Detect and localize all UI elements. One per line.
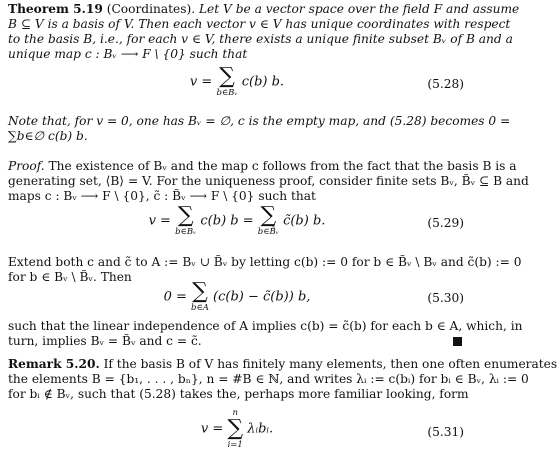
eq-5-31-lhs: v = [200,421,224,437]
eq-5-30-lhs: 0 = [163,289,187,305]
eq-5-29-rhs: c̃(b) b. [283,213,326,229]
eq-5-31-subscript: i=1 [227,440,243,450]
note-line-2: ∑b∈∅ c(b) b. [8,129,88,143]
remark-text-1: If the basis B of V has finitely many elements, then one often enumerates [103,357,557,371]
conclusion-line-2: turn, implies Bᵥ = B̃ᵥ and c = c̃. [8,334,202,348]
eq-5-31-rhs: λᵢbᵢ. [247,421,274,437]
eq-5-29-subscript-1: b∈Bᵥ [175,227,197,237]
summation-sign: ∑ b∈A [191,279,209,313]
eq-5-28-subscript: b∈Bᵥ [216,88,238,98]
theorem-text-4: unique map c : Bᵥ ⟶ F \ {0} such that [8,47,248,61]
proof-text-1: The existence of Bᵥ and the map c follows from the fact that the basis B is a [48,159,517,173]
extend-line-2: for b ∈ Bᵥ \ B̃ᵥ. Then [8,270,132,284]
summation-sign: ∑ b∈B̃ᵥ [257,203,279,237]
eq-5-29-middle: c(b) b = [200,213,254,229]
extend-line-1: Extend both c and c̃ to A := Bᵥ ∪ B̃ᵥ by letting c(b) := 0 for b ∈ B̃ᵥ \ Bᵥ and c̃(b) := 0 [8,255,522,269]
equation-number-5-31: (5.31) [427,425,464,439]
eq-5-30-rhs: (c(b) − c̃(b)) b, [213,289,311,305]
note-line-1: Note that, for v = 0, one has Bᵥ = ∅, c is the empty map, and (5.28) becomes 0 = [8,114,511,128]
equation-5-29 [0,205,474,237]
proof-line-1 [8,159,517,174]
equation-number-5-30: (5.30) [427,291,464,305]
theorem-text-2: B ⊆ V is a basis of V. Then each vector v ∈ V has unique coordinates with respect [8,17,511,31]
proof-label: Proof. [8,159,45,173]
conclusion-line-1: such that the linear independence of A implies c(b) = c̃(b) for each b ∈ A, which, in [8,319,523,333]
eq-5-29-subscript-2: b∈B̃ᵥ [257,227,279,237]
eq-5-30-subscript: b∈A [191,303,209,313]
proof-line-2: generating set, ⟨B⟩ = V. For the uniqueness proof, consider finite sets Bᵥ, B̃ᵥ ⊆ B and [8,174,529,188]
theorem-text-1: Let V be a vector space over the field F and assume [198,2,520,16]
qed-square-icon [453,337,462,346]
equation-number-5-28: (5.28) [427,77,464,91]
theorem-label: Theorem 5.19 [8,2,103,16]
summation-sign: ∑ b∈Bᵥ [216,64,238,98]
remark-line-2: the elements B = {b₁, . . . , bₙ}, n = #B ∈ ℕ, and writes λᵢ := c(bᵢ) for bᵢ ∈ Bᵥ, λᵢ := 0 [8,372,529,386]
eq-5-29-lhs: v = [148,213,171,229]
remark-line-1 [8,357,557,372]
theorem-title: (Coordinates). [106,2,196,16]
theorem-text-3: to the basis B, i.e., for each v ∈ V, there exists a unique finite subset Bᵥ of B and a [8,32,513,46]
summation-sign: n ∑ i=1 [227,408,244,450]
remark-label: Remark 5.20. [8,357,100,371]
summation-sign: ∑ b∈Bᵥ [175,203,197,237]
equation-5-30 [0,281,474,313]
remark-line-3: for bᵢ ∉ Bᵥ, such that (5.28) takes the, perhaps more familiar looking, form [8,387,469,401]
eq-5-28-lhs: v = [189,74,213,90]
proof-line-3: maps c : Bᵥ ⟶ F \ {0}, c̃ : B̃ᵥ ⟶ F \ {0} such that [8,189,316,203]
eq-5-28-rhs: c(b) b. [241,74,285,90]
theorem-line-1 [8,2,520,17]
equation-number-5-29: (5.29) [427,216,464,230]
equation-5-28 [0,66,474,98]
equation-5-31 [0,408,474,450]
eq-5-31-upper-limit: n [232,408,238,418]
